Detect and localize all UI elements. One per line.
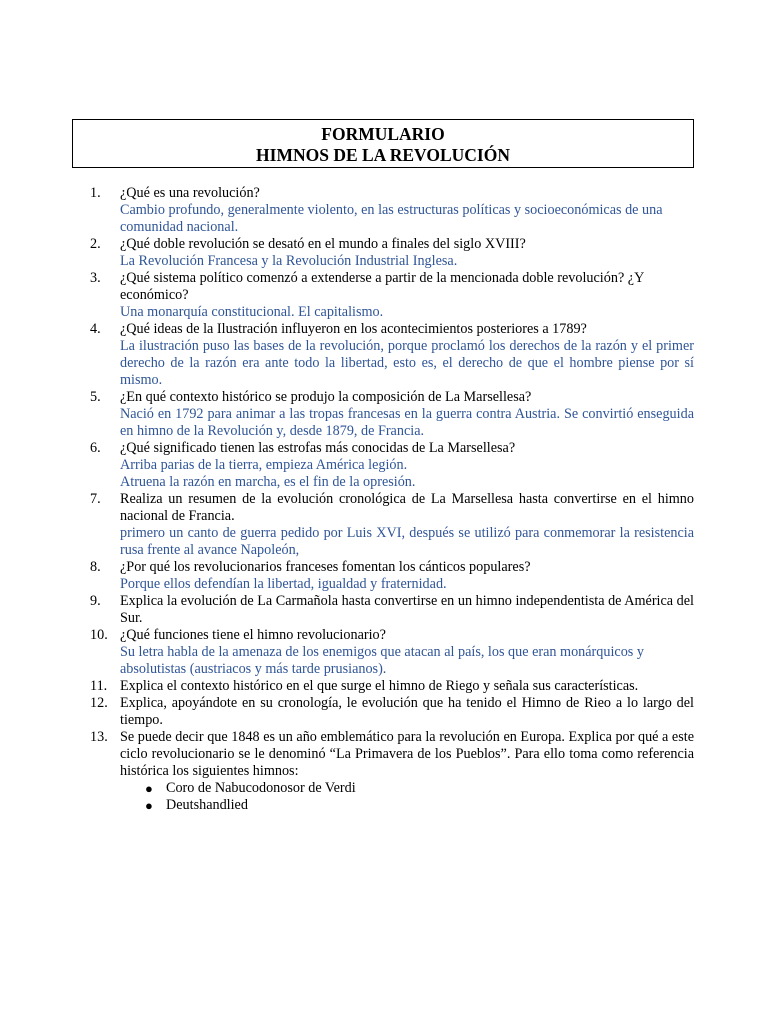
question-item — [90, 559, 694, 593]
question-number: 7. — [90, 491, 101, 507]
answer-text: Cambio profundo, generalmente violento, en las estructuras políticas y socioeconómicas de una comunidad nacional. — [120, 202, 663, 235]
question-text: Explica el contexto histórico en el que surge el himno de Riego y señala sus características. — [120, 678, 639, 694]
question-item — [90, 593, 694, 627]
question-item — [90, 678, 694, 695]
answer-text-2: Atruena la razón en marcha, es el fin de la opresión. — [120, 474, 416, 490]
answer-text: La Revolución Francesa y la Revolución Industrial Inglesa. — [120, 253, 458, 269]
question-text: Se puede decir que 1848 es un año emblemático para la revolución en Europa. Explica por qué a este ciclo revolucionario se le denominó “La Primavera de los Pueblos”. Para ello toma como referencia histórica los siguientes himnos: — [120, 729, 694, 779]
question-number: 3. — [90, 270, 101, 286]
question-text: Explica la evolución de La Carmañola hasta convertirse en un himno independentista de América del Sur. — [120, 593, 694, 626]
question-item — [90, 321, 694, 389]
question-item — [90, 389, 694, 440]
question-text: ¿Por qué los revolucionarios franceses fomentan los cánticos populares? — [120, 559, 531, 575]
question-number: 1. — [90, 185, 101, 201]
bullet-item — [120, 797, 694, 814]
question-item — [90, 185, 694, 236]
question-number: 13. — [90, 729, 108, 745]
question-item — [90, 236, 694, 270]
question-number: 4. — [90, 321, 101, 337]
bullet-list — [120, 780, 694, 814]
question-number: 6. — [90, 440, 101, 456]
question-list — [90, 185, 694, 814]
question-item — [90, 491, 694, 559]
question-number: 9. — [90, 593, 101, 609]
question-number: 11. — [90, 678, 108, 694]
question-text: ¿Qué funciones tiene el himno revolucionario? — [120, 627, 386, 643]
answer-text: Porque ellos defendían la libertad, igualdad y fraternidad. — [120, 576, 447, 592]
question-number: 2. — [90, 236, 101, 252]
question-number: 10. — [90, 627, 108, 643]
question-number: 12. — [90, 695, 108, 711]
question-text: Realiza un resumen de la evolución cronológica de La Marsellesa hasta convertirse en el himno nacional de Francia. — [120, 491, 694, 524]
answer-text: Nació en 1792 para animar a las tropas francesas en la guerra contra Austria. Se convirtió enseguida en himno de la Revolución y, desde 1879, de Francia. — [120, 406, 694, 439]
question-text: ¿Qué ideas de la Ilustración influyeron en los acontecimientos posteriores a 1789? — [120, 321, 587, 337]
question-number: 5. — [90, 389, 101, 405]
bullet-text: Coro de Nabucodonosor de Verdi — [166, 780, 356, 796]
question-item — [90, 627, 694, 678]
question-item — [90, 729, 694, 814]
question-text: ¿Qué significado tienen las estrofas más conocidas de La Marsellesa? — [120, 440, 516, 456]
question-text: ¿Qué doble revolución se desató en el mundo a finales del siglo XVIII? — [120, 236, 526, 252]
answer-text: primero un canto de guerra pedido por Luis XVI, después se utilizó para conmemorar la resistencia rusa frente al avance Napoleón, — [120, 525, 694, 558]
answer-text: La ilustración puso las bases de la revolución, porque proclamó los derechos de la razón y el primer derecho de la razón era ante todo la libertad, esto es, el derecho de que el hombre piense por sí mismo. — [120, 338, 694, 388]
title-line-2: HIMNOS DE LA REVOLUCIÓN — [256, 145, 510, 165]
question-item — [90, 270, 694, 321]
answer-text: Su letra habla de la amenaza de los enemigos que atacan al país, los que eran monárquicos y absolutistas (austriacos y más tarde prusianos). — [120, 644, 644, 677]
bullet-icon: ● — [145, 798, 153, 813]
question-text: Explica, apoyándote en su cronología, le evolución que ha tenido el Himno de Rieo a lo largo del tiempo. — [120, 695, 694, 728]
question-item — [90, 695, 694, 729]
title-box — [72, 119, 694, 168]
bullet-icon: ● — [145, 781, 153, 796]
bullet-item — [120, 780, 694, 797]
question-number: 8. — [90, 559, 101, 575]
question-text: ¿Qué es una revolución? — [120, 185, 260, 201]
answer-text: Una monarquía constitucional. El capitalismo. — [120, 304, 384, 320]
answer-text: Arriba parias de la tierra, empieza América legión. — [120, 457, 408, 473]
title-line-1: FORMULARIO — [321, 124, 445, 144]
question-item — [90, 440, 694, 491]
question-text: ¿En qué contexto histórico se produjo la composición de La Marsellesa? — [120, 389, 532, 405]
bullet-text: Deutshandlied — [166, 797, 248, 813]
question-text: ¿Qué sistema político comenzó a extenderse a partir de la mencionada doble revolución? ¿Y económico? — [120, 270, 644, 303]
